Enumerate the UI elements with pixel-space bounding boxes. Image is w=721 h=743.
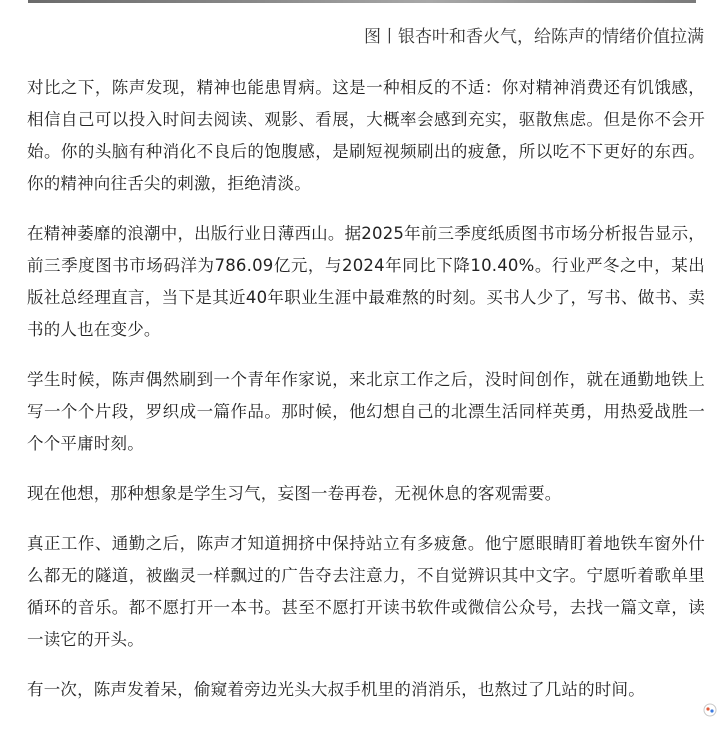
paragraph-6: 有一次，陈声发着呆，偷窥着旁边光头大叔手机里的消消乐，也熬过了几站的时间。: [27, 680, 645, 699]
paragraph-3: 学生时候，陈声偶然刷到一个青年作家说，来北京工作之后，没时间创作，就在通勤地铁上写一个个片段，罗织成一篇作品。那时候，他幻想自己的北漂生活同样英勇，用热爱战胜一个个平庸时刻。: [27, 370, 705, 453]
image-bottom-edge: [28, 0, 696, 3]
watermark-logo-icon: [703, 703, 717, 717]
article-body: [27, 72, 705, 724]
image-caption: 图丨银杏叶和香火气，给陈声的情绪价值拉满: [364, 27, 704, 47]
paragraph-1: 对比之下，陈声发现，精神也能患胃病。这是一种相反的不适：你对精神消费还有饥饿感，相信自己可以投入时间去阅读、观影、看展，大概率会感到充实，驱散焦虑。但是你不会开始。你的头脑有种消化不良后的饱腹感，是刷短视频刷出的疲惫，所以吃不下更好的东西。你的精神向往舌尖的刺激，拒绝清淡。: [27, 78, 705, 193]
paragraph-4: 现在他想，那种想象是学生习气，妄图一卷再卷，无视休息的客观需要。: [27, 484, 562, 503]
paragraph-5: 真正工作、通勤之后，陈声才知道拥挤中保持站立有多疲惫。他宁愿眼睛盯着地铁车窗外什么都无的隧道，被幽灵一样飘过的广告夺去注意力，不自觉辨识其中文字。宁愿听着歌单里循环的音乐。都不愿打开一本书。甚至不愿打开读书软件或微信公众号，去找一篇文章，读一读它的开头。: [27, 534, 705, 649]
paragraph-2: 在精神萎靡的浪潮中，出版行业日薄西山。据2025年前三季度纸质图书市场分析报告显示，前三季度图书市场码洋为786.09亿元，与2024年同比下降10.40%。行业严冬之中，某出版社总经理直言，当下是其近40年职业生涯中最难熬的时刻。买书人少了，写书、做书、卖书的人也在变少。: [27, 224, 705, 339]
